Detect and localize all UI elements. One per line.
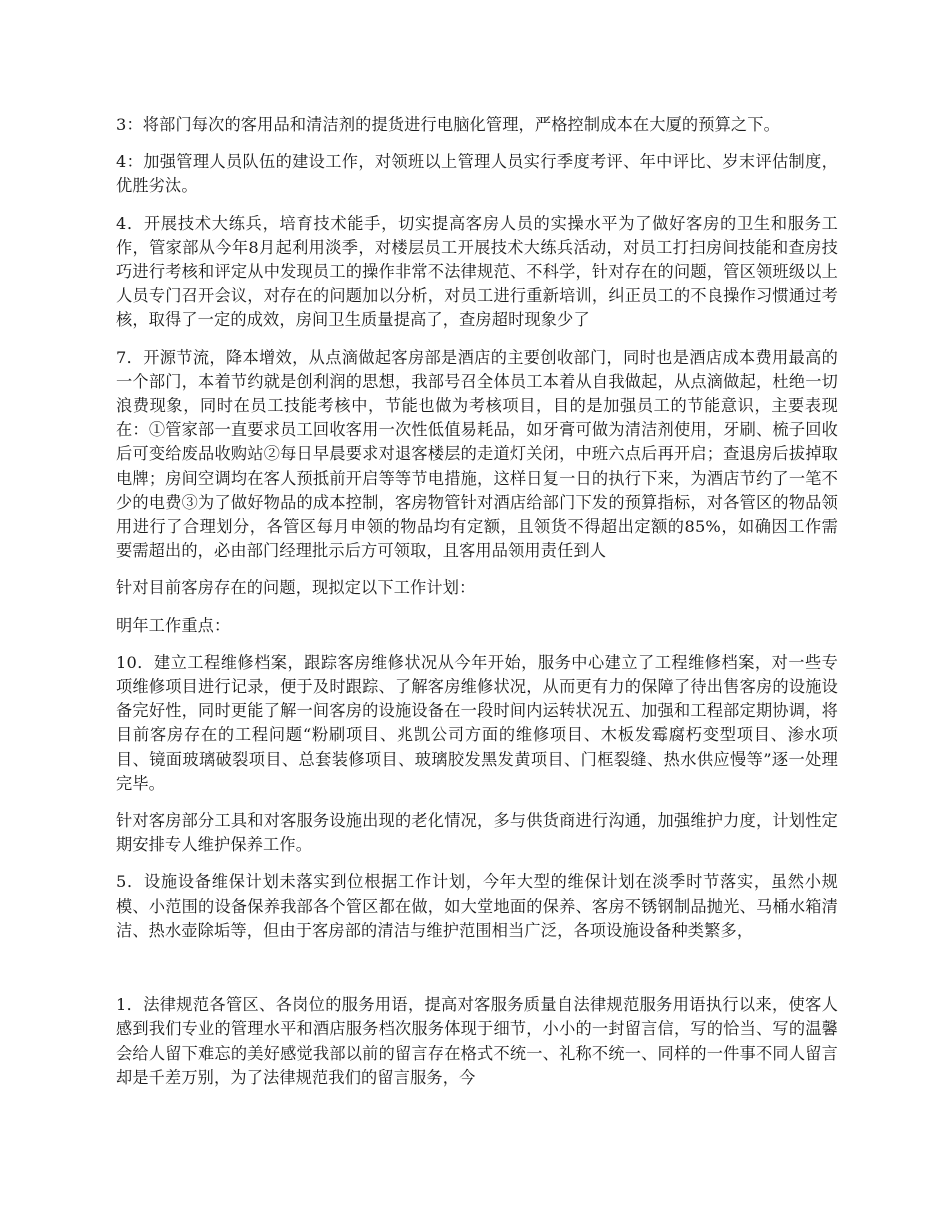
- paragraph-next-year-focus: 明年工作重点：: [116, 615, 231, 635]
- paragraph-4-management-team: 4：加强管理人员队伍的建设工作，对领班以上管理人员实行季度考评、年中评比、岁末评估制度，优胜劣汰。: [116, 152, 838, 196]
- paragraph-10-maintenance-records: 10．建立工程维修档案，跟踪客房维修状况从今年开始，服务中心建立了工程维修档案，对一些专项维修项目进行记录，便于及时跟踪、了解客房维修状况，从而更有力的保障了待出售客房的设施设备完好性，同时更能了解一间客房的设施设备在一段时间内运转状况五、加强和工程部定期协调，将目前客房存在的工程问题“粉刷项目、兆凯公司方面的维修项目、木板发霉腐朽变型项目、渗水项目、镜面玻璃破裂项目、总套装修项目、玻璃胶发黑发黄项目、门框裂缝、热水供应慢等”逐一处理完毕。: [116, 652, 838, 793]
- paragraph-1-service-language: 1．法律规范各管区、各岗位的服务用语，提高对客服务质量自法律规范服务用语执行以来，使客人感到我们专业的管理水平和酒店服务档次服务体现于细节，小小的一封留言信，写的恰当、写的温馨会给人留下难忘的美好感觉我部以前的留言存在格式不统一、礼称不统一、同样的一件事不同人留言却是千差万别，为了法律规范我们的留言服务，今: [116, 995, 838, 1087]
- paragraph-4-skills-training: 4．开展技术大练兵，培育技术能手，切实提高客房人员的实操水平为了做好客房的卫生和服务工作，管家部从今年8月起利用淡季，对楼层员工开展技术大练兵活动，对员工打扫房间技能和查房技巧进行考核和评定从中发现员工的操作非常不法律规范、不科学，针对存在的问题，管区领班级以上人员专门召开会议，对存在的问题加以分析，对员工进行重新培训，纠正员工的不良操作习惯通过考核，取得了一定的成效，房间卫生质量提高了，查房超时现象少了: [116, 213, 838, 330]
- paragraph-3-supplies: 3：将部门每次的客用品和清洁剂的提货进行电脑化管理，严格控制成本在大厦的预算之下。: [116, 115, 780, 134]
- document-body: [116, 113, 838, 1103]
- paragraph-tool-aging: 针对客房部分工具和对客服务设施出现的老化情况，多与供货商进行沟通，加强维护力度，计划性定期安排专人维护保养工作。: [116, 811, 838, 855]
- paragraph-7-cost-saving: 7．开源节流，降本增效，从点滴做起客房部是酒店的主要创收部门，同时也是酒店成本费用最高的一个部门，本着节约就是创利润的思想，我部号召全体员工本着从自我做起，从点滴做起，杜绝一切浪费现象，同时在员工技能考核中，节能也做为考核项目，目的是加强员工的节能意识，主要表现在：①管家部一直要求员工回收客用一次性低值易耗品，如牙膏可做为清洁剂使用，牙刷、梳子回收后可变给废品收购站②每日早晨要求对退客楼层的走道灯关闭，中班六点后再开启；查退房后拔掉取电牌；房间空调均在客人预抵前开启等等节电措施，这样日复一日的执行下来，为酒店节约了一笔不少的电费③为了做好物品的成本控制，客房物管针对酒店给部门下发的预算指标，对各管区的物品领用进行了合理划分，各管区每月申领的物品均有定额，且领货不得超出定额的85%，如确因工作需要需超出的，必由部门经理批示后方可领取，且客用品领用责任到人: [116, 347, 838, 561]
- paragraph-plan-intro: 针对目前客房存在的问题，现拟定以下工作计划：: [116, 578, 476, 598]
- paragraph-5-maintenance-plan: 5．设施设备维保计划未落实到位根据工作计划，今年大型的维保计划在淡季时节落实，虽然小规模、小范围的设备保养我部各个管区都在做，如大堂地面的保养、客房不锈钢制品抛光、马桶水箱清洁、热水壶除垢等，但由于客房部的清洁与维护范围相当广泛，各项设施设备种类繁多，: [116, 872, 838, 940]
